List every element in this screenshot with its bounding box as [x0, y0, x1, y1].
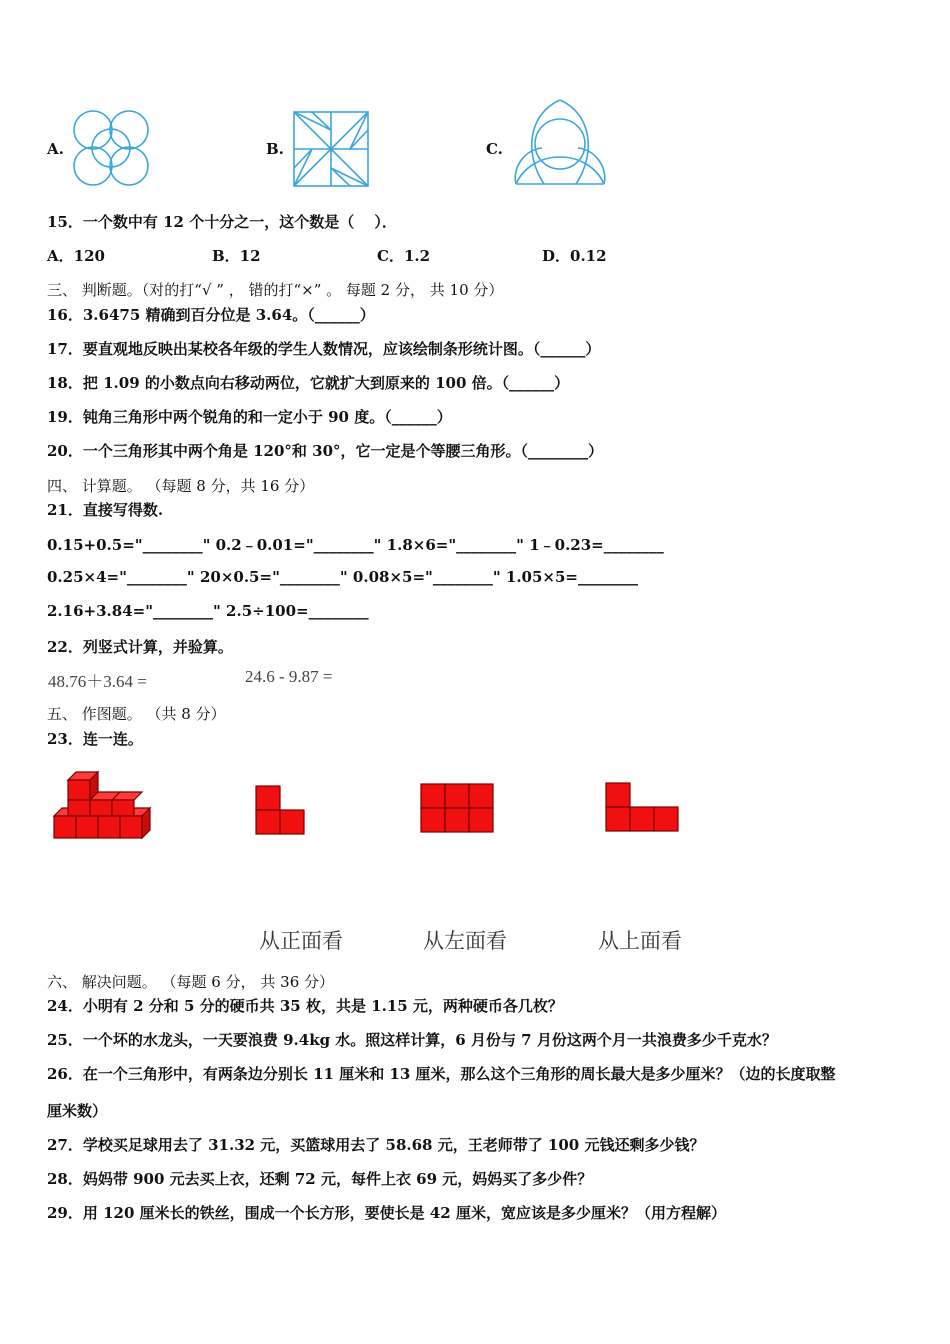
question-29: 29．用 120 厘米长的铁丝，围成一个长方形，要使长是 42 厘米，宽应该是多少厘米？（用方程解）: [47, 1204, 726, 1222]
view-l-shape: [255, 785, 305, 835]
question-25: 25．一个坏的水龙头，一天要浪费 9.4kg 水。照这样计算，6 月份与 7 月份这两个月一共浪费多少千克水？: [47, 1031, 777, 1049]
question-21-title: 21．直接写得数.: [47, 501, 164, 519]
q22-expression-1: 48.76＋3.64 =: [48, 672, 147, 691]
q15-option-a: A．120: [47, 247, 105, 265]
question-26-continued: 厘米数）: [47, 1102, 108, 1120]
q21-row-2: 0.25×4="________" 20×0.5="________" 0.08×5="________" 1.05×5=________: [47, 568, 638, 586]
q15-option-b: B．12: [212, 247, 261, 265]
question-15: 15．一个数中有 12 个十分之一，这个数是（ ）．: [47, 213, 397, 231]
option-b-label: B.: [266, 140, 284, 158]
section-6-title: 六、 解决问题。 （每题 6 分， 共 36 分）: [47, 973, 335, 991]
question-17: 17．要直观地反映出某校各年级的学生人数情况，应该绘制条形统计图。（______）: [47, 340, 601, 358]
section-5-title: 五、 作图题。 （共 8 分）: [47, 705, 226, 723]
question-19: 19．钝角三角形中两个锐角的和一定小于 90 度。（______）: [47, 408, 452, 426]
question-18: 18．把 1.09 的小数点向右移动两位，它就扩大到原来的 100 倍。（______）: [47, 374, 570, 392]
q22-expression-2: 24.6 - 9.87 =: [245, 667, 333, 686]
q21-row-3: 2.16+3.84="________" 2.5÷100=________: [47, 602, 369, 620]
pinwheel-figure: [292, 110, 370, 188]
question-28: 28．妈妈带 900 元去买上衣，还剩 72 元，每件上衣 69 元，妈妈买了多少件？: [47, 1170, 593, 1188]
question-24: 24．小明有 2 分和 5 分的硬币共 35 枚，共是 1.15 元，两种硬币各几枚？: [47, 997, 563, 1015]
question-22-title: 22．列竖式计算，并验算。: [47, 638, 233, 656]
view-label-front: 从正面看: [259, 929, 343, 953]
view-label-left: 从左面看: [423, 929, 507, 953]
q21-row-1: 0.15+0.5="________" 0.2﹣0.01="________" 1.8×6="________" 1﹣0.23=________: [47, 536, 664, 554]
view-label-top: 从上面看: [598, 929, 682, 953]
question-23-title: 23．连一连。: [47, 730, 143, 748]
q15-option-d: D．0.12: [542, 247, 607, 265]
section-4-title: 四、 计算题。 （每题 8 分，共 16 分）: [47, 477, 315, 495]
option-a-label: A.: [47, 140, 64, 158]
cube-stack-figure: [54, 770, 150, 842]
question-26: 26．在一个三角形中，有两条边分别长 11 厘米和 13 厘米，那么这个三角形的周长最大是多少厘米？（边的长度取整: [47, 1065, 836, 1083]
view-rectangle-3x2: [420, 783, 494, 833]
q15-option-c: C．1.2: [377, 247, 431, 265]
four-circle-flower-figure: [70, 108, 154, 188]
question-27: 27．学校买足球用去了 31.32 元，买篮球用去了 58.68 元，王老师带了 100 元钱还剩多少钱？: [47, 1136, 705, 1154]
question-16: 16．3.6475 精确到百分位是 3.64。（______）: [47, 306, 375, 324]
section-3-title: 三、 判断题。（对的打“√ ” ， 错的打“×” 。 每题 2 分， 共 10 分）: [47, 281, 504, 299]
question-20: 20．一个三角形其中两个角是 120°和 30°，它一定是个等腰三角形。（________）: [47, 442, 604, 460]
triquetra-figure: [512, 98, 608, 188]
view-long-l-shape: [605, 782, 681, 832]
option-c-label: C.: [486, 140, 503, 158]
